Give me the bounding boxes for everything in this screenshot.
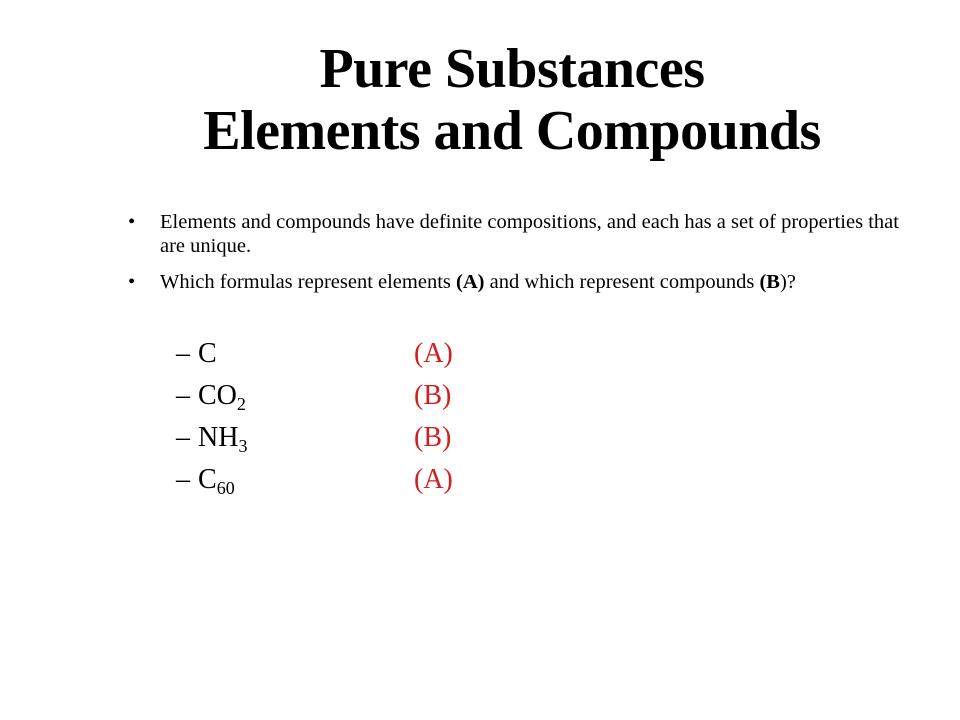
formula-subscript: 3 [238, 436, 248, 456]
bullet-text-part: and which represent compounds [484, 271, 760, 293]
formula-subscript: 2 [236, 394, 246, 414]
bullet-text-part: Which formulas represent elements [160, 271, 456, 293]
compounds-code: B [766, 271, 780, 293]
formula-symbol: NH [198, 422, 239, 453]
bullet-text [160, 271, 796, 293]
formula-symbol: CO [198, 380, 237, 411]
formula-symbol: C [198, 464, 217, 495]
classification-label: (A) [414, 338, 453, 369]
classification-label: (B) [414, 422, 452, 453]
bullet-marker: • [128, 271, 136, 293]
dash-marker: – [176, 464, 190, 495]
title-line-2: Elements and Compounds [203, 100, 821, 162]
chemical-formula [198, 418, 247, 458]
dash-marker: – [176, 380, 190, 411]
classification-label: (B) [414, 380, 452, 411]
chemical-formula [198, 334, 217, 374]
slide-title [0, 38, 960, 162]
bullet-list [128, 210, 928, 306]
bullet-item [128, 210, 928, 258]
bullet-text: Elements and compounds have definite compositions, and each has a set of properties that are unique. [160, 211, 899, 257]
dash-marker: – [176, 422, 190, 453]
bullet-marker: • [128, 211, 136, 233]
bullet-text-part: )? [779, 271, 796, 293]
classification-label: (A) [414, 464, 453, 495]
compounds-code-open: ( [759, 271, 767, 293]
bullet-item [128, 270, 928, 294]
dash-marker: – [176, 338, 190, 369]
chemical-formula [198, 376, 246, 416]
formula-subscript: 60 [216, 478, 235, 498]
title-line-1: Pure Substances [319, 38, 705, 100]
formula-symbol: C [198, 338, 217, 369]
elements-code: (A) [456, 271, 485, 293]
chemical-formula [198, 460, 235, 500]
